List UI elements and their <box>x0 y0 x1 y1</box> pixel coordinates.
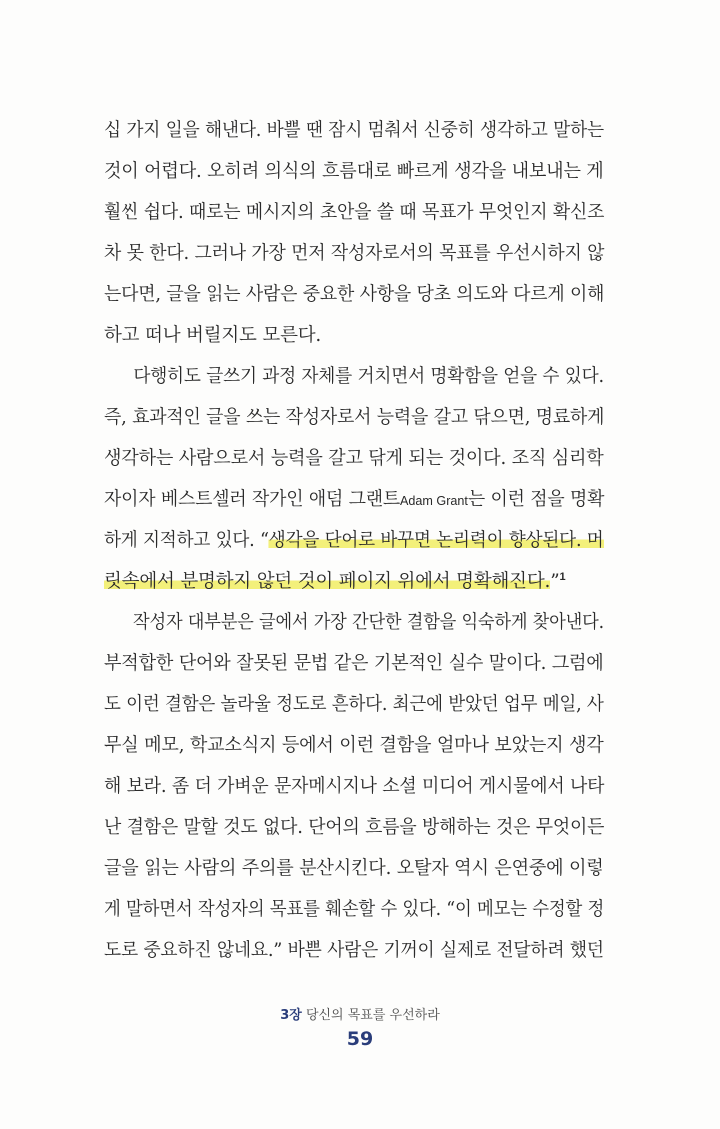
text-line: 즉, 효과적인 글을 쓰는 작성자로서 능력을 갈고 닦으면, 명료하게 <box>104 407 605 428</box>
text-line: 십 가지 일을 해낸다. 바쁠 땐 잠시 멈춰서 신중히 생각하고 말하는 <box>104 120 604 141</box>
text-line: 하고 떠나 버릴지도 모른다. <box>104 325 322 346</box>
text-line: 훨씬 쉽다. 때로는 메시지의 초안을 쓸 때 목표가 무엇인지 확신조 <box>104 202 605 223</box>
highlighted-quote: 생각을 단어로 바꾸면 논리력이 향상된다. 머 <box>268 530 604 551</box>
footnote-mark: 1 <box>559 570 566 583</box>
text-segment: 하게 지적하고 있다. “ <box>104 530 269 551</box>
text-line: 작성자 대부분은 글에서 가장 간단한 결함을 익숙하게 찾아낸다. <box>132 612 604 633</box>
highlighted-quote: 릿속에서 분명하지 않던 것이 페이지 위에서 명확해진다. <box>104 571 551 592</box>
text-line <box>104 520 604 561</box>
paragraph-1 <box>104 110 604 356</box>
text-line: 무실 메모, 학교소식지 등에서 이런 결함을 얼마나 보았는지 생각 <box>104 735 604 756</box>
chapter-title: 당신의 목표를 우선하라 <box>305 1008 440 1023</box>
author-name-latin: Adam Grant <box>399 493 468 508</box>
text-line: 난 결함은 말할 것도 없다. 단어의 흐름을 방해하는 것은 무엇이든 <box>104 817 605 838</box>
text-segment: ” <box>550 571 560 592</box>
text-segment: 자이자 베스트셀러 작가인 애덤 그랜트 <box>104 489 400 510</box>
text-line: 글을 읽는 사람의 주의를 분산시킨다. 오탈자 역시 은연중에 이렇 <box>104 858 604 879</box>
text-line: 도로 중요하진 않네요.” 바쁜 사람은 기꺼이 실제로 전달하려 했던 <box>104 940 604 961</box>
text-segment: 는 이런 점을 명확 <box>467 489 605 510</box>
text-line <box>104 479 604 520</box>
text-line: 생각하는 사람으로서 능력을 갈고 닦게 되는 것이다. 조직 심리학 <box>104 448 604 469</box>
text-line: 차 못 한다. 그러나 가장 먼저 작성자로서의 목표를 우선시하지 않 <box>104 243 605 264</box>
running-footer <box>0 1004 720 1023</box>
text-line: 도 이런 결함은 놀라울 정도로 흔하다. 최근에 받았던 업무 메일, 사 <box>104 694 604 715</box>
text-line: 해 보라. 좀 더 가벼운 문자메시지나 소셜 미디어 게시물에서 나타 <box>104 776 605 797</box>
text-line: 는다면, 글을 읽는 사람은 중요한 사항을 당초 의도와 다르게 이해 <box>104 284 605 305</box>
text-line <box>104 561 604 602</box>
chapter-number: 3장 <box>280 1008 302 1023</box>
text-line: 게 말하면서 작성자의 목표를 훼손할 수 있다. “이 메모는 수정할 정 <box>104 899 605 920</box>
text-line: 것이 어렵다. 오히려 의식의 흐름대로 빠르게 생각을 내보내는 게 <box>104 161 604 182</box>
text-line: 다행히도 글쓰기 과정 자체를 거치면서 명확함을 얻을 수 있다. <box>133 366 604 387</box>
paragraph-2 <box>104 356 604 602</box>
page-number: 59 <box>346 1028 374 1050</box>
paragraph-3 <box>104 602 604 971</box>
text-line: 부적합한 단어와 잘못된 문법 같은 기본적인 실수 말이다. 그럼에 <box>104 653 604 674</box>
